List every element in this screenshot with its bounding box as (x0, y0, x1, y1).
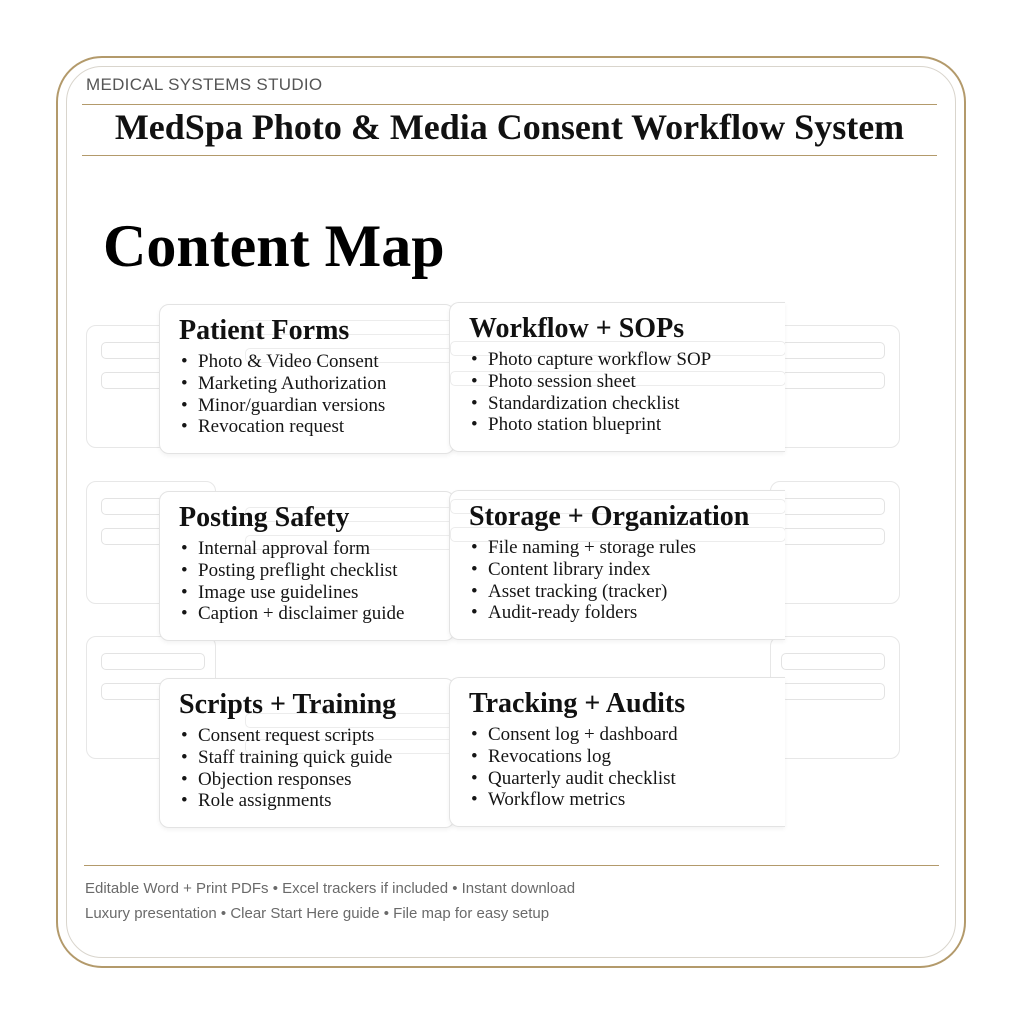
bullet: • (471, 724, 478, 745)
section-card-scripts-training (159, 678, 455, 828)
bullet: • (181, 790, 188, 812)
section-title: Tracking + Audits (469, 688, 686, 719)
bullet: • (181, 581, 188, 603)
ghost-bar (781, 372, 885, 389)
bullet: • (181, 416, 188, 438)
section-card-workflow-sops (449, 302, 785, 452)
list-item: • Image use guidelines (181, 581, 359, 603)
ghost-card (770, 636, 900, 759)
bullet: • (471, 602, 478, 624)
section-title: Scripts + Training (179, 689, 397, 720)
bullet: • (471, 349, 478, 370)
studio-name: MEDICAL SYSTEMS STUDIO (86, 75, 323, 94)
bullet: • (471, 558, 478, 580)
list-item: • Photo capture workflow SOP (471, 349, 712, 370)
page-heading: Content Map (103, 213, 445, 279)
section-title: Storage + Organization (469, 501, 750, 532)
list-item: • Minor/guardian versions (181, 394, 386, 416)
bullet: • (181, 351, 188, 372)
document-title: MedSpa Photo & Media Consent Workflow System (114, 107, 905, 147)
list-item: • Workflow metrics (471, 789, 626, 811)
ghost-bar (781, 498, 885, 515)
ghost-bar (781, 528, 885, 545)
list-item: • Quarterly audit checklist (471, 767, 676, 789)
section-list (471, 537, 696, 624)
list-item: • Revocation request (181, 416, 345, 438)
list-item: • Revocations log (471, 745, 611, 767)
ghost-bar (781, 683, 885, 700)
section-list (181, 351, 386, 438)
list-item: • Staff training quick guide (181, 746, 393, 768)
section-list (471, 349, 711, 436)
footer-line-2: Luxury presentation • Clear Start Here guide • File map for easy setup (85, 905, 550, 922)
bullet: • (181, 538, 188, 559)
list-item: • Objection responses (181, 768, 352, 790)
section-title: Workflow + SOPs (469, 313, 685, 344)
bullet: • (471, 580, 478, 602)
section-list (181, 538, 404, 625)
list-item: • Audit-ready folders (471, 602, 638, 624)
list-item: • Content library index (471, 558, 651, 580)
bullet: • (471, 789, 478, 811)
header-bottom-rule (82, 155, 937, 156)
section-list (471, 724, 678, 811)
section-card-tracking-audits (449, 677, 785, 827)
ghost-bar (781, 342, 885, 359)
list-item: • Photo station blueprint (471, 414, 662, 436)
bullet: • (181, 768, 188, 790)
ghost-bar (101, 653, 205, 670)
ghost-card (770, 481, 900, 604)
bullet: • (471, 414, 478, 436)
bullet: • (471, 537, 478, 558)
list-item: • Internal approval form (181, 538, 370, 559)
footer-rule (84, 865, 939, 866)
list-item: • File naming + storage rules (471, 537, 697, 558)
bullet: • (471, 370, 478, 392)
bullet: • (471, 745, 478, 767)
footer-line-1: Editable Word + Print PDFs • Excel trackers if included • Instant download (85, 880, 576, 897)
list-item: • Marketing Authorization (181, 372, 387, 394)
bullet: • (181, 394, 188, 416)
ghost-card (770, 325, 900, 448)
list-item: • Standardization checklist (471, 392, 680, 414)
bullet: • (471, 392, 478, 414)
list-item: • Caption + disclaimer guide (181, 603, 405, 625)
list-item: • Photo session sheet (471, 370, 636, 392)
list-item: • Posting preflight checklist (181, 559, 398, 581)
list-item: • Role assignments (181, 790, 332, 812)
list-item: • Consent log + dashboard (471, 724, 678, 745)
section-title: Posting Safety (179, 502, 350, 533)
bullet: • (181, 746, 188, 768)
section-card-posting-safety (159, 491, 455, 641)
ghost-bar (781, 653, 885, 670)
list-item: • Asset tracking (tracker) (471, 580, 668, 602)
section-card-patient-forms (159, 304, 455, 454)
section-card-storage-organization (449, 490, 785, 640)
bullet: • (181, 725, 188, 746)
bullet: • (181, 603, 188, 625)
header-top-rule (82, 104, 937, 105)
list-item: • Consent request scripts (181, 725, 375, 746)
bullet: • (181, 372, 188, 394)
bullet: • (181, 559, 188, 581)
section-title: Patient Forms (179, 315, 350, 346)
section-list (181, 725, 392, 812)
bullet: • (471, 767, 478, 789)
list-item: • Photo & Video Consent (181, 351, 379, 372)
